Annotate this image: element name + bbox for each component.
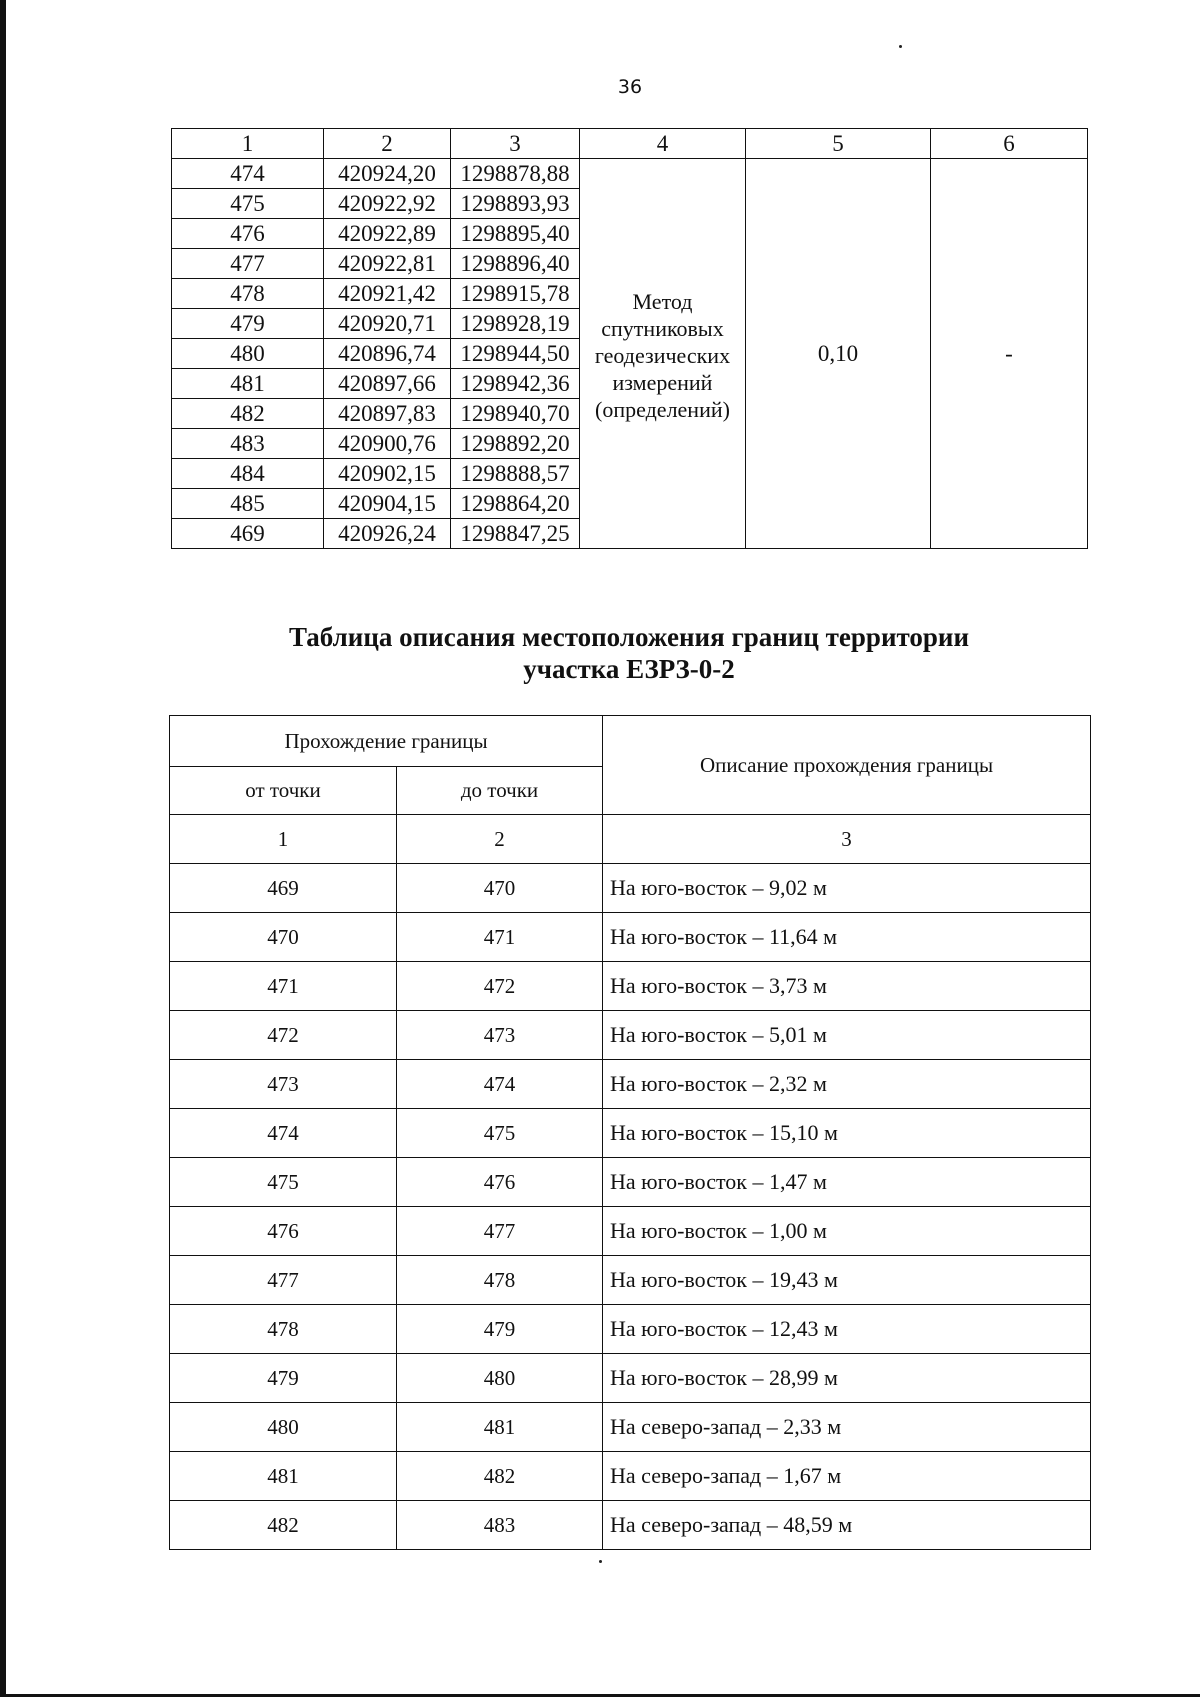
point-number-cell: 475 bbox=[172, 189, 324, 219]
table-row bbox=[170, 1354, 1091, 1403]
accuracy-cell: 0,10 bbox=[746, 159, 931, 549]
to-point-cell: 474 bbox=[397, 1060, 603, 1109]
to-point-cell: 480 bbox=[397, 1354, 603, 1403]
y-coordinate-cell: 1298895,40 bbox=[451, 219, 580, 249]
column-number-header: 2 bbox=[324, 129, 451, 159]
boundary-description-cell: На юго-восток – 19,43 м bbox=[603, 1256, 1091, 1305]
method-text-line: измерений bbox=[612, 370, 713, 395]
y-coordinate-cell: 1298944,50 bbox=[451, 339, 580, 369]
table-row bbox=[170, 1501, 1091, 1550]
y-coordinate-cell: 1298915,78 bbox=[451, 279, 580, 309]
description-header: Описание прохождения границы bbox=[603, 716, 1091, 815]
point-number-cell: 485 bbox=[172, 489, 324, 519]
column-number-header: 3 bbox=[603, 815, 1091, 864]
y-coordinate-cell: 1298893,93 bbox=[451, 189, 580, 219]
point-number-cell: 476 bbox=[172, 219, 324, 249]
scan-left-edge bbox=[0, 0, 6, 1697]
boundary-description-cell: На юго-восток – 28,99 м bbox=[603, 1354, 1091, 1403]
column-number-header: 1 bbox=[172, 129, 324, 159]
column-number-header: 2 bbox=[397, 815, 603, 864]
scan-speck bbox=[899, 45, 902, 48]
boundary-description-cell: На северо-запад – 48,59 м bbox=[603, 1501, 1091, 1550]
point-number-cell: 478 bbox=[172, 279, 324, 309]
to-point-cell: 472 bbox=[397, 962, 603, 1011]
boundary-description-cell: На юго-восток – 12,43 м bbox=[603, 1305, 1091, 1354]
point-number-cell: 484 bbox=[172, 459, 324, 489]
boundary-table-title: Таблица описания местоположения границ территории bbox=[288, 622, 970, 652]
from-point-cell: 481 bbox=[170, 1452, 397, 1501]
method-text-line: Метод bbox=[632, 289, 693, 314]
point-number-cell: 474 bbox=[172, 159, 324, 189]
x-coordinate-cell: 420922,81 bbox=[324, 249, 451, 279]
to-point-cell: 470 bbox=[397, 864, 603, 913]
method-text-line: (определений) bbox=[595, 397, 730, 422]
table-row bbox=[170, 1158, 1091, 1207]
measurement-method-cell bbox=[580, 159, 746, 549]
table-row bbox=[170, 864, 1091, 913]
column-number-header: 3 bbox=[451, 129, 580, 159]
to-point-cell: 481 bbox=[397, 1403, 603, 1452]
boundary-description-cell: На юго-восток – 1,00 м bbox=[603, 1207, 1091, 1256]
x-coordinate-cell: 420922,92 bbox=[324, 189, 451, 219]
boundary-description-cell: На северо-запад – 2,33 м bbox=[603, 1403, 1091, 1452]
table-row bbox=[170, 962, 1091, 1011]
to-point-cell: 478 bbox=[397, 1256, 603, 1305]
point-number-cell: 479 bbox=[172, 309, 324, 339]
table-row bbox=[172, 159, 1088, 189]
from-point-cell: 472 bbox=[170, 1011, 397, 1060]
to-point-cell: 483 bbox=[397, 1501, 603, 1550]
scan-speck bbox=[599, 1560, 602, 1563]
table-row bbox=[170, 1060, 1091, 1109]
boundary-description-cell: На юго-восток – 5,01 м bbox=[603, 1011, 1091, 1060]
point-number-cell: 482 bbox=[172, 399, 324, 429]
y-coordinate-cell: 1298942,36 bbox=[451, 369, 580, 399]
boundary-description-cell: На юго-восток – 2,32 м bbox=[603, 1060, 1091, 1109]
y-coordinate-cell: 1298928,19 bbox=[451, 309, 580, 339]
x-coordinate-cell: 420926,24 bbox=[324, 519, 451, 549]
x-coordinate-cell: 420900,76 bbox=[324, 429, 451, 459]
x-coordinate-cell: 420897,66 bbox=[324, 369, 451, 399]
x-coordinate-cell: 420924,20 bbox=[324, 159, 451, 189]
to-point-cell: 482 bbox=[397, 1452, 603, 1501]
boundary-description-cell: На юго-восток – 15,10 м bbox=[603, 1109, 1091, 1158]
column-number-row bbox=[170, 815, 1091, 864]
to-point-cell: 476 bbox=[397, 1158, 603, 1207]
to-point-cell: 477 bbox=[397, 1207, 603, 1256]
x-coordinate-cell: 420896,74 bbox=[324, 339, 451, 369]
from-point-cell: 478 bbox=[170, 1305, 397, 1354]
column-number-header: 5 bbox=[746, 129, 931, 159]
y-coordinate-cell: 1298892,20 bbox=[451, 429, 580, 459]
y-coordinate-cell: 1298896,40 bbox=[451, 249, 580, 279]
boundary-description-cell: На юго-восток – 1,47 м bbox=[603, 1158, 1091, 1207]
column-number-header: 4 bbox=[580, 129, 746, 159]
coordinate-table bbox=[171, 128, 1088, 549]
y-coordinate-cell: 1298847,25 bbox=[451, 519, 580, 549]
x-coordinate-cell: 420904,15 bbox=[324, 489, 451, 519]
from-point-cell: 477 bbox=[170, 1256, 397, 1305]
to-point-cell: 479 bbox=[397, 1305, 603, 1354]
boundary-passage-header: Прохождение границы bbox=[170, 716, 603, 767]
from-point-cell: 475 bbox=[170, 1158, 397, 1207]
x-coordinate-cell: 420922,89 bbox=[324, 219, 451, 249]
y-coordinate-cell: 1298878,88 bbox=[451, 159, 580, 189]
x-coordinate-cell: 420897,83 bbox=[324, 399, 451, 429]
table-row bbox=[170, 1256, 1091, 1305]
method-text-line: спутниковых bbox=[601, 316, 724, 341]
boundary-table-subtitle: участка ЕЗРЗ-0-2 bbox=[523, 654, 735, 684]
boundary-description-cell: На юго-восток – 11,64 м bbox=[603, 913, 1091, 962]
column-6-cell: - bbox=[931, 159, 1088, 549]
boundary-description-cell: На юго-восток – 9,02 м bbox=[603, 864, 1091, 913]
to-point-cell: 471 bbox=[397, 913, 603, 962]
point-number-cell: 480 bbox=[172, 339, 324, 369]
table-row bbox=[170, 1452, 1091, 1501]
column-number-header: 1 bbox=[170, 815, 397, 864]
point-number-cell: 481 bbox=[172, 369, 324, 399]
to-point-cell: 473 bbox=[397, 1011, 603, 1060]
from-point-header: от точки bbox=[170, 767, 397, 815]
table-row bbox=[170, 1403, 1091, 1452]
point-number-cell: 483 bbox=[172, 429, 324, 459]
from-point-cell: 476 bbox=[170, 1207, 397, 1256]
boundary-description-cell: На северо-запад – 1,67 м bbox=[603, 1452, 1091, 1501]
table-row bbox=[170, 1011, 1091, 1060]
coordinate-table-header-row bbox=[172, 129, 1088, 159]
from-point-cell: 479 bbox=[170, 1354, 397, 1403]
y-coordinate-cell: 1298864,20 bbox=[451, 489, 580, 519]
table-row bbox=[170, 913, 1091, 962]
boundary-description-table bbox=[169, 715, 1091, 1550]
boundary-description-cell: На юго-восток – 3,73 м bbox=[603, 962, 1091, 1011]
x-coordinate-cell: 420921,42 bbox=[324, 279, 451, 309]
from-point-cell: 473 bbox=[170, 1060, 397, 1109]
table-row bbox=[170, 1305, 1091, 1354]
to-point-header: до точки bbox=[397, 767, 603, 815]
table-row bbox=[170, 1207, 1091, 1256]
page-number: 36 bbox=[617, 76, 643, 98]
y-coordinate-cell: 1298888,57 bbox=[451, 459, 580, 489]
x-coordinate-cell: 420920,71 bbox=[324, 309, 451, 339]
from-point-cell: 474 bbox=[170, 1109, 397, 1158]
y-coordinate-cell: 1298940,70 bbox=[451, 399, 580, 429]
from-point-cell: 482 bbox=[170, 1501, 397, 1550]
column-number-header: 6 bbox=[931, 129, 1088, 159]
from-point-cell: 469 bbox=[170, 864, 397, 913]
from-point-cell: 471 bbox=[170, 962, 397, 1011]
x-coordinate-cell: 420902,15 bbox=[324, 459, 451, 489]
method-text-line: геодезических bbox=[594, 343, 731, 368]
table-row bbox=[170, 1109, 1091, 1158]
from-point-cell: 480 bbox=[170, 1403, 397, 1452]
from-point-cell: 470 bbox=[170, 913, 397, 962]
boundary-header-row bbox=[170, 716, 1091, 767]
point-number-cell: 477 bbox=[172, 249, 324, 279]
to-point-cell: 475 bbox=[397, 1109, 603, 1158]
point-number-cell: 469 bbox=[172, 519, 324, 549]
